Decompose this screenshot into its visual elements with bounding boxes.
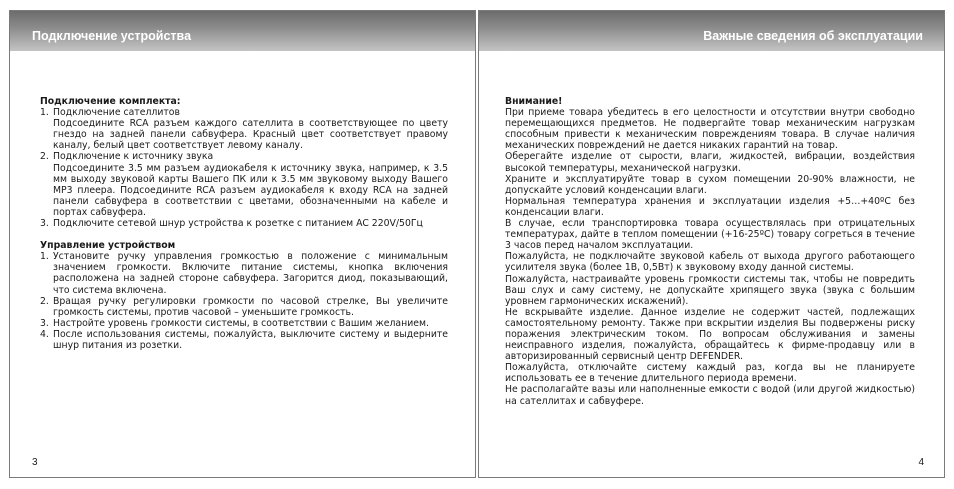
item-text: Настройте уровень громкости системы, в соответствии с Вашим желанием.: [53, 317, 429, 329]
item-text: После использования системы, пожалуйста, выключите систему и выдерните шнур питания из розетки.: [53, 328, 448, 351]
warning-paragraph: Не вскрывайте изделие. Данное изделие не содержит частей, подлежащих самостоятельному ремонту. Также при вскрытии изделия Вы подвержены риску поражения электрическим током. По вопросам обслуживания и замены неисправного изделия, пожалуйста, обращайтесь к фирме-продавцу или в авторизированный сервисный центр DEFENDER.: [505, 306, 915, 363]
right-header-title: Важные сведения об эксплуатации: [703, 29, 923, 43]
page-number-left: 3: [32, 457, 38, 468]
connection-heading: Подключение комплекта:: [40, 96, 181, 107]
left-content: [40, 96, 448, 351]
connection-item-3: [40, 218, 448, 229]
item-number: 1.: [40, 251, 49, 263]
warning-paragraph: В случае, если транспортировка товара осуществлялась при отрицательных температурах, дайте в теплом помещении (+16-25ºС) товару согреться в течение 3 часов перед началом эксплуатации.: [505, 218, 915, 252]
warning-paragraph: Пожалуйста, отключайте систему каждый раз, когда вы не планируете использовать ее в течение длительного периода времени.: [505, 362, 915, 385]
item-text: Подключите сетевой шнур устройства к розетке с питанием AC 220V/50Гц: [53, 218, 423, 230]
item-number: 4.: [40, 328, 49, 340]
warning-paragraph: Оберегайте изделие от сырости, влаги, жидкостей, вибрации, воздействия высокой температуры, механической нагрузки.: [505, 151, 915, 174]
left-header-title: Подключение устройства: [32, 29, 192, 43]
item-number: 2.: [40, 151, 49, 163]
left-header-band: [10, 11, 475, 51]
warning-heading: Внимание!: [505, 96, 563, 107]
right-page: [478, 10, 945, 478]
warning-paragraph: Пожалуйста, настраивайте уровень громкости системы так, чтобы не повредить Ваш слух и саму систему, не допускайте хрипящего звука (звука с большим уровнем гармонических искажений).: [505, 273, 915, 307]
warning-paragraph: При приеме товара убедитесь в его целостности и отсутствии внутри свободно перемещающихся предметов. Не подвергайте товар механическим нагрузкам способным привести к механическим повреждениям товара. В случае наличия механических повреждений не дается никаких гарантий на товар.: [505, 107, 915, 152]
item-body: Подсоедините RCA разъем каждого сателлита в соответствующее по цвету гнездо на задней панели сабвуфера. Красный цвет соответствует правому каналу, белый цвет соответствует левому каналу.: [53, 118, 448, 152]
connection-item-2: [40, 151, 448, 162]
item-number: 3.: [40, 317, 49, 329]
control-item-1: [40, 251, 448, 295]
item-title: Подключение к источнику звука: [53, 151, 214, 163]
item-text: Вращая ручку регулировки громкости по часовой стрелке, Вы увеличите громкость системы, против часовой – уменьшите громкость.: [53, 295, 448, 318]
control-item-3: [40, 318, 448, 329]
right-header-band: [479, 11, 944, 51]
warning-paragraph: Храните и эксплуатируйте товар в сухом помещении 20-90% влажности, не допускайте условий конденсации влаги.: [505, 173, 915, 196]
item-title: Подключение сателлитов: [53, 107, 180, 119]
warning-paragraph: Не располагайте вазы или наполненные емкости с водой (или другой жидкостью) на сателлитах и сабвуфере.: [505, 384, 915, 407]
item-number: 3.: [40, 218, 49, 230]
warning-paragraph: Нормальная температура хранения и эксплуатации изделия +5…+40ºС без конденсации влаги.: [505, 195, 915, 218]
item-number: 2.: [40, 295, 49, 307]
left-page: [9, 10, 476, 478]
connection-item-1: [40, 107, 448, 118]
item-text: Установите ручку управления громкостью в положение с минимальным значением громкости. Включите питание системы, кнопка включения расположена на задней стороне сабвуфера. Загорится диод, показывающий, что система включена.: [53, 251, 448, 296]
item-body: Подсоедините 3.5 мм разъем аудиокабеля к источнику звука, например, к 3.5 мм выходу звуковой карты Вашего ПК или к 3.5 мм звуковому выходу Вашего MP3 плеера. Подсоедините RCA разъем аудиокабеля к входу RCA на задней панели сабвуфера в соответствии с цветами, обозначенными на кабеле и портах сабвуфера.: [53, 162, 448, 218]
right-content: [505, 96, 915, 407]
control-item-2: [40, 296, 448, 318]
warning-paragraph: Пожалуйста, не подключайте звуковой кабель от выхода другого работающего усилителя звука (более 1В, 0,5Вт) к звуковому входу данной системы.: [505, 251, 915, 274]
page-number-right: 4: [918, 457, 924, 468]
item-number: 1.: [40, 107, 49, 119]
control-item-4: [40, 329, 448, 351]
control-heading: Управление устройством: [40, 240, 176, 252]
